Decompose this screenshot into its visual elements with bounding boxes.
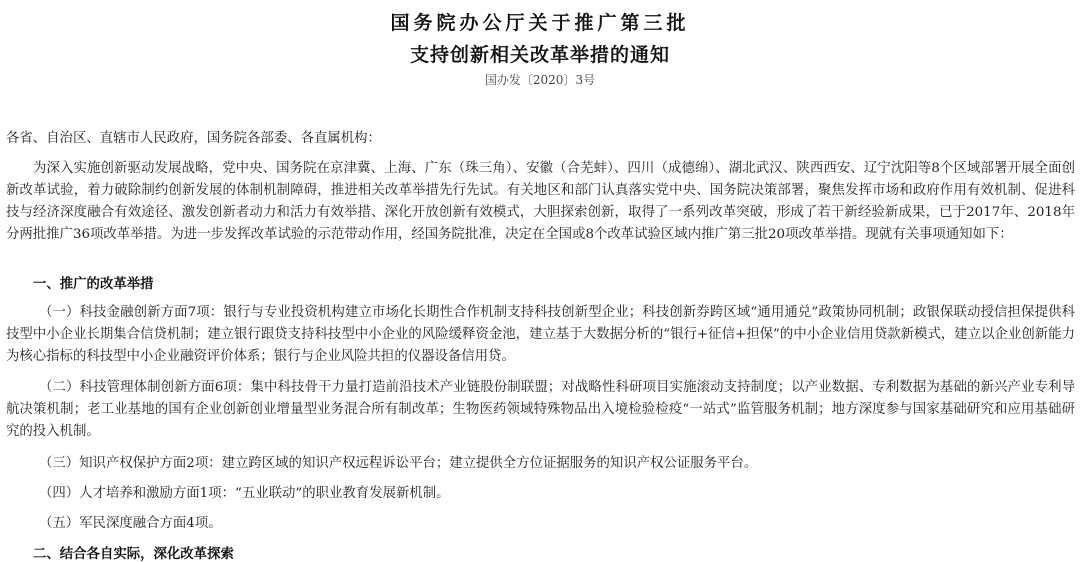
reform-item-tech-management: （二）科技管理体制创新方面6项：集中科技骨干力量打造前沿技术产业链股份制联盟；对战略性科研项目实施滚动支持制度；以产业数据、专利数据为基础的新兴产业专利导航决策机制；老工业基地的国有企业创新创业增量型业务混合所有制改革；生物医药领域特殊物品出入境检验检疫“一站式”监管服务机制；地方深度参与国家基础研究和应用基础研究的投入机制。 <box>6 380 1075 439</box>
document-number: 国办发〔2020〕3号 <box>484 73 596 87</box>
intro-paragraph: 为深入实施创新驱动发展战略，党中央、国务院在京津冀、上海、广东（珠三角）、安徽（合芜蚌）、四川（成德绵）、湖北武汉、陕西西安、辽宁沈阳等8个区域部署开展全面创新改革试验，着力破除制约创新发展的体制机制障碍，推进相关改革举措先行先试。有关地区和部门认真落实党中央、国务院决策部署，聚焦发挥市场和政府作用有效机制、促进科技与经济深度融合有效途径、激发创新者动力和活力有效举措、深化开放创新有效模式，大胆探索创新，取得了一系列改革突破，形成了若干新经验新成果，已于2017年、2018年分两批推广36项改革举措。为进一步发挥改革试验的示范带动作用，经国务院批准，决定在全国或8个改革试验区域内推广第三批20项改革举措。现就有关事项通知如下： <box>6 161 1075 242</box>
document-title-line1: 国务院办公厅关于推广第三批 <box>390 12 690 34</box>
section-heading-local-practice: 二、结合各自实际，深化改革探索 <box>33 547 234 562</box>
document-title-line2: 支持创新相关改革举措的通知 <box>409 44 670 66</box>
reform-item-ip-protection: （三）知识产权保护方面2项：建立跨区域的知识产权远程诉讼平台；建立提供全方位证据服务的知识产权公证服务平台。 <box>39 456 758 471</box>
reform-item-talent: （四）人才培养和激励方面1项：“五业联动”的职业教育发展新机制。 <box>39 486 450 501</box>
section-heading-reform-measures: 一、推广的改革举措 <box>33 277 154 292</box>
reform-item-tech-finance: （一）科技金融创新方面7项：银行与专业投资机构建立市场化长期性合作机制支持科技创新型企业；科技创新券跨区域“通用通兑”政策协同机制；政银保联动授信担保提供科技型中小企业长期集合信贷机制；建立银行跟贷支持科技型中小企业的风险缓释资金池，建立基于大数据分析的“银行+征信+担保”的中小企业信用贷款新模式，建立以企业创新能力为核心指标的科技型中小企业融资评价体系；银行与企业风险共担的仪器设备信用贷。 <box>6 305 1075 364</box>
addressee: 各省、自治区、直辖市人民政府，国务院各部委、各直属机构： <box>6 131 381 146</box>
reform-item-military-civil: （五）军民深度融合方面4项。 <box>39 516 222 531</box>
